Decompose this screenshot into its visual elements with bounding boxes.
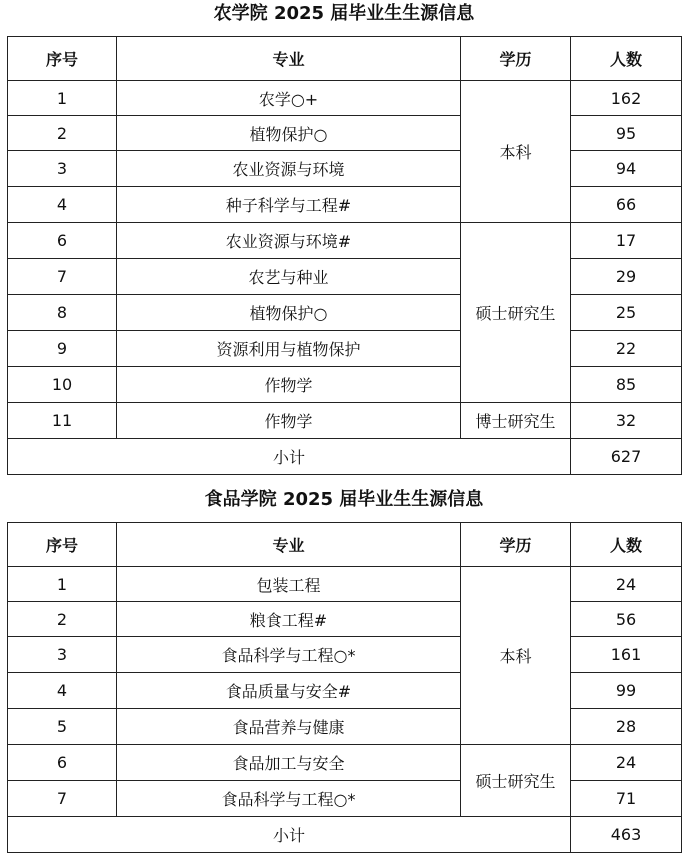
table-row bbox=[8, 81, 682, 116]
row-count: 29 bbox=[571, 259, 682, 295]
row-count: 32 bbox=[571, 403, 682, 439]
row-major: 植物保护○ bbox=[117, 116, 461, 151]
table-header-row bbox=[8, 37, 682, 81]
row-no: 6 bbox=[8, 745, 117, 781]
row-count: 28 bbox=[571, 709, 682, 745]
row-major: 食品科学与工程○* bbox=[117, 637, 461, 673]
table-row bbox=[8, 602, 682, 637]
row-no: 2 bbox=[8, 116, 117, 151]
row-no: 2 bbox=[8, 602, 117, 637]
table-title-food: 食品学院 2025 届毕业生生源信息 bbox=[204, 489, 484, 510]
row-no: 3 bbox=[8, 151, 117, 187]
row-major: 包装工程 bbox=[117, 567, 461, 602]
degree-cell: 本科 bbox=[461, 81, 571, 223]
header-degree: 学历 bbox=[461, 37, 571, 81]
header-no: 序号 bbox=[8, 37, 117, 81]
subtotal-value: 627 bbox=[571, 439, 682, 475]
row-no: 1 bbox=[8, 567, 117, 602]
table-row bbox=[8, 745, 682, 781]
degree-cell: 博士研究生 bbox=[461, 403, 571, 439]
table-header-row bbox=[8, 523, 682, 567]
header-major: 专业 bbox=[117, 37, 461, 81]
row-count: 162 bbox=[571, 81, 682, 116]
row-no: 11 bbox=[8, 403, 117, 439]
table-row bbox=[8, 187, 682, 223]
row-major: 农业资源与环境 bbox=[117, 151, 461, 187]
table-row bbox=[8, 637, 682, 673]
row-major: 食品质量与安全# bbox=[117, 673, 461, 709]
table-row bbox=[8, 223, 682, 259]
table-row bbox=[8, 709, 682, 745]
subtotal-value: 463 bbox=[571, 817, 682, 853]
row-count: 56 bbox=[571, 602, 682, 637]
table-row bbox=[8, 331, 682, 367]
row-count: 17 bbox=[571, 223, 682, 259]
row-major: 农学○+ bbox=[117, 81, 461, 116]
header-no: 序号 bbox=[8, 523, 117, 567]
table-row bbox=[8, 781, 682, 817]
table-row bbox=[8, 151, 682, 187]
row-no: 1 bbox=[8, 81, 117, 116]
row-no: 9 bbox=[8, 331, 117, 367]
table-row bbox=[8, 673, 682, 709]
subtotal-label: 小计 bbox=[8, 817, 571, 853]
food-graduates-table bbox=[7, 522, 682, 853]
row-no: 4 bbox=[8, 187, 117, 223]
table-row bbox=[8, 567, 682, 602]
row-major: 作物学 bbox=[117, 403, 461, 439]
row-major: 粮食工程# bbox=[117, 602, 461, 637]
row-count: 22 bbox=[571, 331, 682, 367]
row-major: 资源利用与植物保护 bbox=[117, 331, 461, 367]
row-major: 农业资源与环境# bbox=[117, 223, 461, 259]
subtotal-row bbox=[8, 439, 682, 475]
table-row bbox=[8, 295, 682, 331]
row-count: 24 bbox=[571, 567, 682, 602]
row-count: 24 bbox=[571, 745, 682, 781]
row-no: 3 bbox=[8, 637, 117, 673]
row-no: 7 bbox=[8, 781, 117, 817]
row-count: 94 bbox=[571, 151, 682, 187]
agronomy-graduates-table bbox=[7, 36, 682, 475]
table-row bbox=[8, 116, 682, 151]
row-no: 4 bbox=[8, 673, 117, 709]
degree-cell: 硕士研究生 bbox=[461, 745, 571, 817]
row-major: 种子科学与工程# bbox=[117, 187, 461, 223]
row-count: 25 bbox=[571, 295, 682, 331]
header-count: 人数 bbox=[571, 37, 682, 81]
table-row bbox=[8, 259, 682, 295]
row-no: 5 bbox=[8, 709, 117, 745]
degree-cell: 本科 bbox=[461, 567, 571, 745]
table-row bbox=[8, 403, 682, 439]
row-count: 161 bbox=[571, 637, 682, 673]
row-major: 植物保护○ bbox=[117, 295, 461, 331]
row-major: 农艺与种业 bbox=[117, 259, 461, 295]
row-no: 8 bbox=[8, 295, 117, 331]
subtotal-label: 小计 bbox=[8, 439, 571, 475]
row-no: 6 bbox=[8, 223, 117, 259]
row-count: 71 bbox=[571, 781, 682, 817]
row-major: 食品营养与健康 bbox=[117, 709, 461, 745]
subtotal-row bbox=[8, 817, 682, 853]
row-count: 66 bbox=[571, 187, 682, 223]
table-title-agronomy: 农学院 2025 届毕业生生源信息 bbox=[213, 3, 475, 24]
row-count: 95 bbox=[571, 116, 682, 151]
row-major: 作物学 bbox=[117, 367, 461, 403]
row-no: 7 bbox=[8, 259, 117, 295]
row-major: 食品科学与工程○* bbox=[117, 781, 461, 817]
row-count: 99 bbox=[571, 673, 682, 709]
header-count: 人数 bbox=[571, 523, 682, 567]
row-count: 85 bbox=[571, 367, 682, 403]
row-no: 10 bbox=[8, 367, 117, 403]
row-major: 食品加工与安全 bbox=[117, 745, 461, 781]
header-degree: 学历 bbox=[461, 523, 571, 567]
degree-cell: 硕士研究生 bbox=[461, 223, 571, 403]
table-row bbox=[8, 367, 682, 403]
header-major: 专业 bbox=[117, 523, 461, 567]
